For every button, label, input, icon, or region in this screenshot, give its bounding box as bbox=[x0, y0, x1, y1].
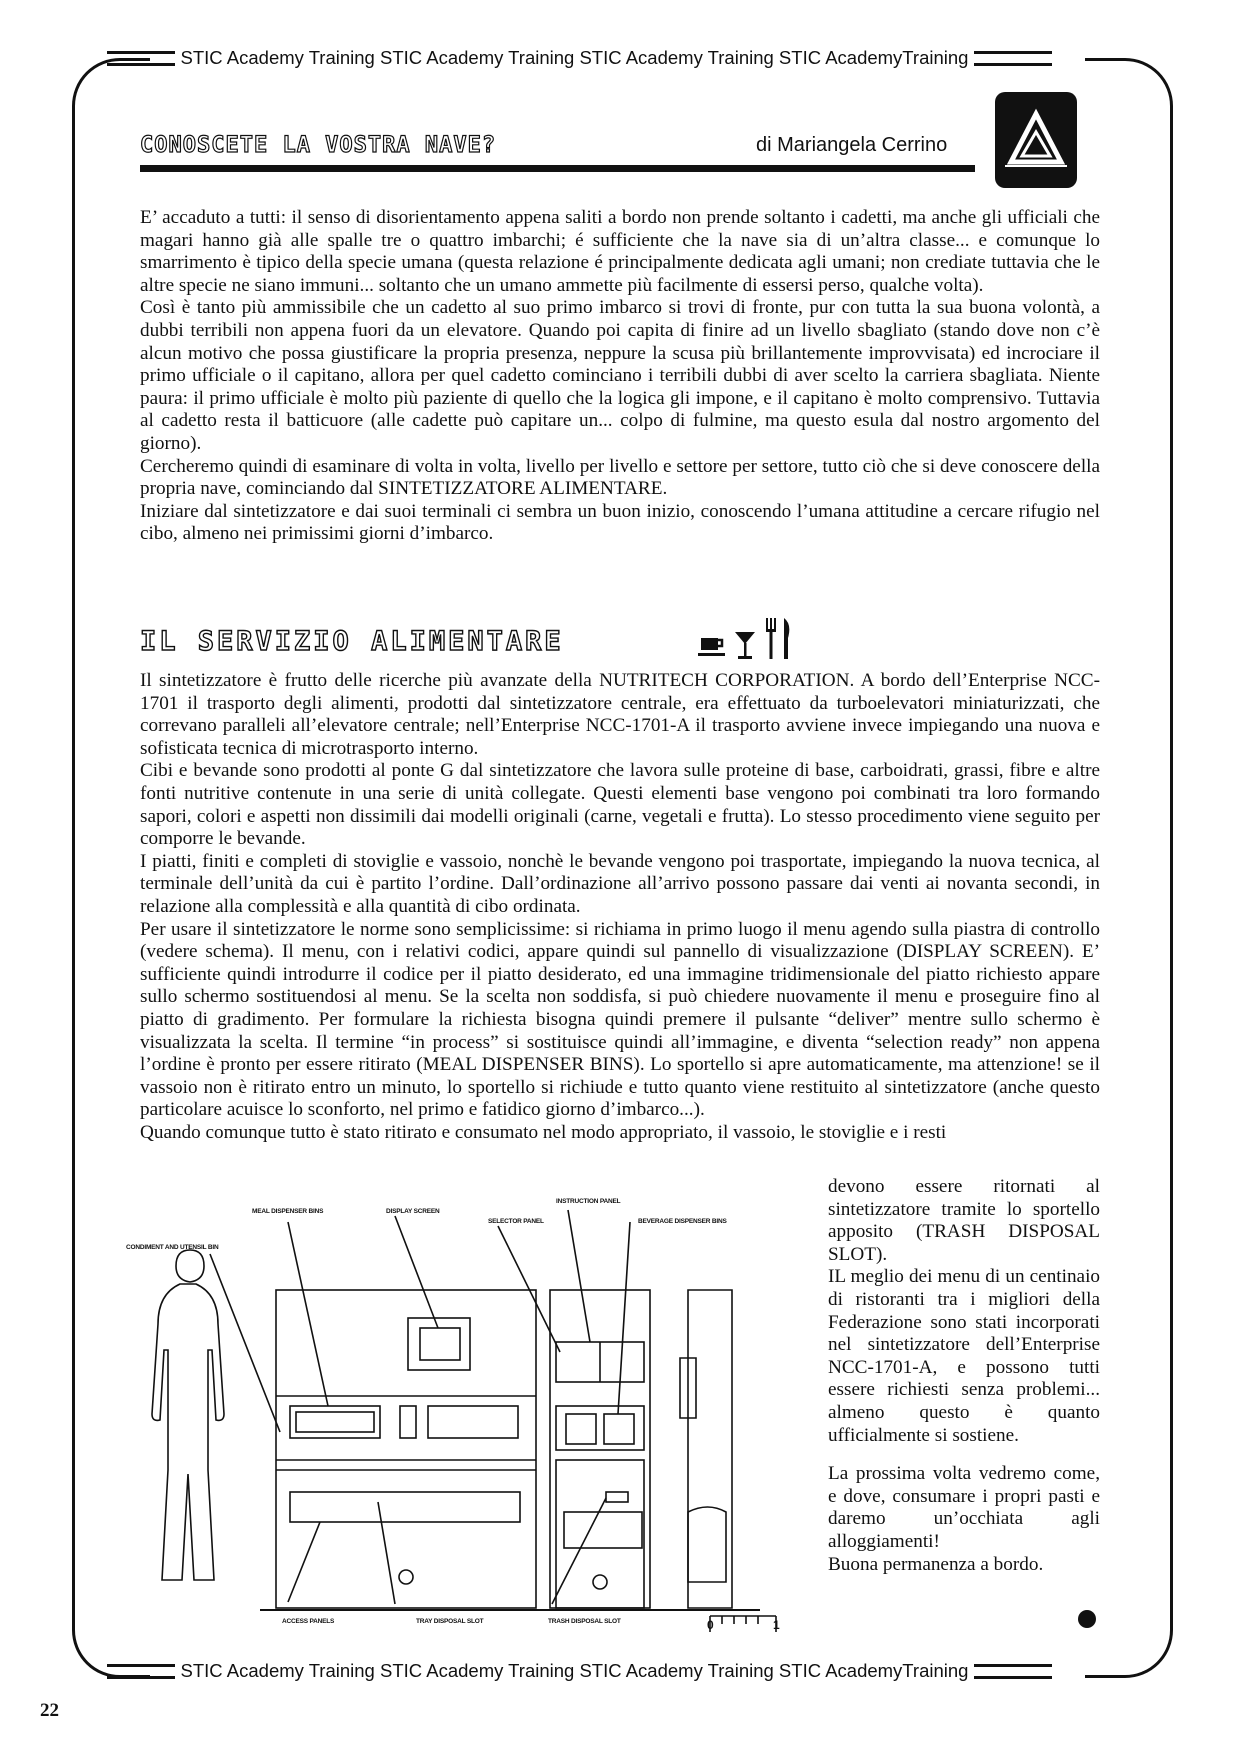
side-paragraph: La prossima volta vedremo come, e dove, consumare i propri pasti e daremo un’occhiata agli alloggiamenti! bbox=[828, 1463, 1100, 1552]
scale-label-one: 1 bbox=[773, 1618, 780, 1632]
label-selector-panel: SELECTOR PANEL bbox=[488, 1218, 544, 1225]
intro-paragraph: E’ accaduto a tutti: il senso di disorientamento appena saliti a bordo non prende soltanto i cadetti, ma anche gli ufficiali che magari hanno già alle spalle tre o quattro imbarchi; é sufficiente che la nave sia di un’altra classe... e comunque lo smarrimento è tipico della specie umana (questa relazione é principalmente dedicata agli umani; non crediate tuttavia che le altre specie ne siano immuni... soltanto che un umano ammette più facilmente di essersi perso, qualche volta). bbox=[140, 207, 1100, 296]
body-paragraph: Quando comunque tutto è stato ritirato e consumato nel modo appropriato, il vassoio, le stoviglie e i resti bbox=[140, 1121, 947, 1143]
header-strip bbox=[150, 43, 1085, 73]
intro-paragraph: Così è tanto più ammissibile che un cadetto al suo primo imbarco si trovi di fronte, pur con tutta la sua buona volontà, a dubbi terribili non appena fuori da un elevatore. Quando poi capita di finire ad un livello sbagliato (stando dove non c’è alcun motivo che possa giustificare la propria presenza, neppure la scusa più brillantemente improvvisata) ed incrociare il primo ufficiale o il capitano, allora per quel cadetto cominciano i terribili dubbi di aver scelto la carriera sbagliata. Niente paura: il primo ufficiale è molto più paziente di quello che la logica gli impone, e il capitano è molto comprensivo. Tuttavia al cadetto resta il batticuore (alle cadette può capitare un... colpo di fulmine, ma questo esula dal nostro argomento del giorno). bbox=[140, 297, 1100, 454]
label-beverage-dispenser-bins: BEVERAGE DISPENSER BINS bbox=[638, 1218, 727, 1225]
body-paragraph: Per usare il sintetizzatore le norme sono semplicissime: si richiama in primo luogo il menu agendo sulla piastra di controllo (vedere schema). Il menu, con i relativi codici, appare quindi sul pannello di visualizzazione (DISPLAY SCREEN). E’ sufficiente quindi introdurre il codice per il piatto desiderato, ed una immagine tridimensionale del piatto richiesto appare sullo schermo sostituendosi al menu. Se la scelta non soddisfa, si può chiedere nuovamente il menu e proseguire fino al piatto di gradimento. Per formulare la richiesta bisogna quindi premere il pulsante “deliver” mentre sullo schermo è visualizzata la scelta. Il termine “in process” si sostituisce quindi all’immagine, e diventa “selection ready” non appena l’ordine è pronto per essere ritirato (MEAL DISPENSER BINS). Lo sportello si apre automaticamente, ma attenzione! se il vassoio non è ritirato entro un minuto, lo sportello si richiude e tutto quanto viene restituito al sintetizzatore (anche questo particolare acuisce lo sconforto, nel primo e fatidico giorno d’imbarco...). bbox=[140, 918, 1100, 1121]
section-title: IL SERVIZIO ALIMENTARE bbox=[140, 626, 564, 657]
body-paragraph: Cibi e bevande sono prodotti al ponte G dal sintetizzatore che lavora sulle proteine di base, carboidrati, grassi, fibre e altre fonti nutritive contenute in una serie di unità collegate. Questi elementi base vengono poi combinati tra loro formando sapori, colori e aspetti non dissimili dai modelli originali (carne, vegetali e frutta). Lo stesso procedimento viene seguito per comporre le bevande. bbox=[140, 760, 1100, 850]
label-tray-disposal-slot: TRAY DISPOSAL SLOT bbox=[416, 1618, 484, 1625]
intro-paragraph: Cercheremo quindi di esaminare di volta in volta, livello per livello e settore per settore, tutto ciò che si deve conoscere della propria nave, cominciando dal SINTETIZZATORE ALIMENTARE. bbox=[140, 455, 1100, 500]
page-number: 22 bbox=[40, 1700, 59, 1721]
side-column bbox=[828, 1176, 1100, 1576]
label-instruction-panel: INSTRUCTION PANEL bbox=[556, 1198, 621, 1205]
body-paragraph: Il sintetizzatore è frutto delle ricerche più avanzate della NUTRITECH CORPORATION. A bordo dell’Enterprise NCC-1701 il trasporto degli alimenti, prodotti dal sintetizzatore centrale, era effettuato da turboelevatori miniaturizzati, che correvano paralleli all’elevatore centrale; nell’Enterprise NCC-1701-A il trasporto avviene invece impiegando una nuova e sofisticata tecnica di microtrasporto interno. bbox=[140, 670, 1100, 759]
label-trash-disposal-slot: TRASH DISPOSAL SLOT bbox=[548, 1618, 621, 1625]
footer-strip bbox=[150, 1656, 1085, 1686]
scale-label-zero: 0 bbox=[707, 1618, 714, 1632]
coffee-cup-icon bbox=[698, 634, 726, 660]
intro-paragraph: Iniziare dal sintetizzatore e dai suoi terminali ci sembra un buon inizio, conoscendo l’umana attitudine a cercare rifugio nel cibo, almeno nei primissimi giorni d’imbarco. bbox=[140, 500, 1100, 545]
strip-bars bbox=[107, 51, 175, 66]
header-strip-text: STIC Academy Training STIC Academy Training STIC Academy Training STIC AcademyTraining bbox=[180, 47, 969, 68]
article-byline: di Mariangela Cerrino bbox=[756, 134, 948, 156]
label-condiment-utensil-bin: CONDIMENT AND UTENSIL BIN bbox=[126, 1244, 219, 1251]
intro-text bbox=[140, 207, 1100, 546]
label-meal-dispenser-bins: MEAL DISPENSER BINS bbox=[252, 1208, 324, 1215]
academy-logo bbox=[995, 92, 1077, 188]
body-paragraph: I piatti, finiti e completi di stoviglie e vassoio, nonchè le bevande vengono poi trasportate, impiegando la nuova tecnica, al terminale dell’unità da cui è partito l’ordine. Dall’ordinazione all’arrivo possono passare dai venti ai novanta secondi, in relazione alla complessità e alla quantità di cibo ordinata. bbox=[140, 850, 1100, 917]
fork-knife-icon bbox=[764, 616, 794, 660]
end-bullet bbox=[1078, 1610, 1096, 1628]
side-paragraph: devono essere ritornati al sintetizzatore tramite lo sportello apposito (TRASH DISPOSAL SLOT). bbox=[828, 1176, 1100, 1265]
synthesizer-schematic bbox=[120, 1192, 820, 1632]
strip-bars bbox=[107, 1664, 175, 1679]
body-text bbox=[140, 670, 1100, 1144]
title-rule bbox=[140, 165, 975, 172]
side-paragraph: Buona permanenza a bordo. bbox=[828, 1553, 1044, 1575]
side-paragraph: IL meglio dei menu di un centinaio di ristoranti tra i migliori della Federazione sono stati incorporati nel sintetizzatore dell’Enterprise NCC-1701-A, e possono tutti essere richiesti senza problemi... almeno questo è quanto ufficialmente si sostiene. bbox=[828, 1266, 1100, 1446]
label-access-panels: ACCESS PANELS bbox=[282, 1618, 335, 1625]
label-display-screen: DISPLAY SCREEN bbox=[386, 1208, 440, 1215]
synthesizer-diagram bbox=[120, 1192, 820, 1632]
section-icons bbox=[698, 616, 794, 660]
strip-bars bbox=[974, 51, 1052, 66]
article-title: CONOSCETE LA VOSTRA NAVE? bbox=[140, 133, 497, 158]
cocktail-glass-icon bbox=[734, 630, 756, 660]
delta-emblem-icon bbox=[995, 92, 1077, 188]
footer-strip-text: STIC Academy Training STIC Academy Training STIC Academy Training STIC AcademyTraining bbox=[180, 1660, 969, 1681]
strip-bars bbox=[974, 1664, 1052, 1679]
